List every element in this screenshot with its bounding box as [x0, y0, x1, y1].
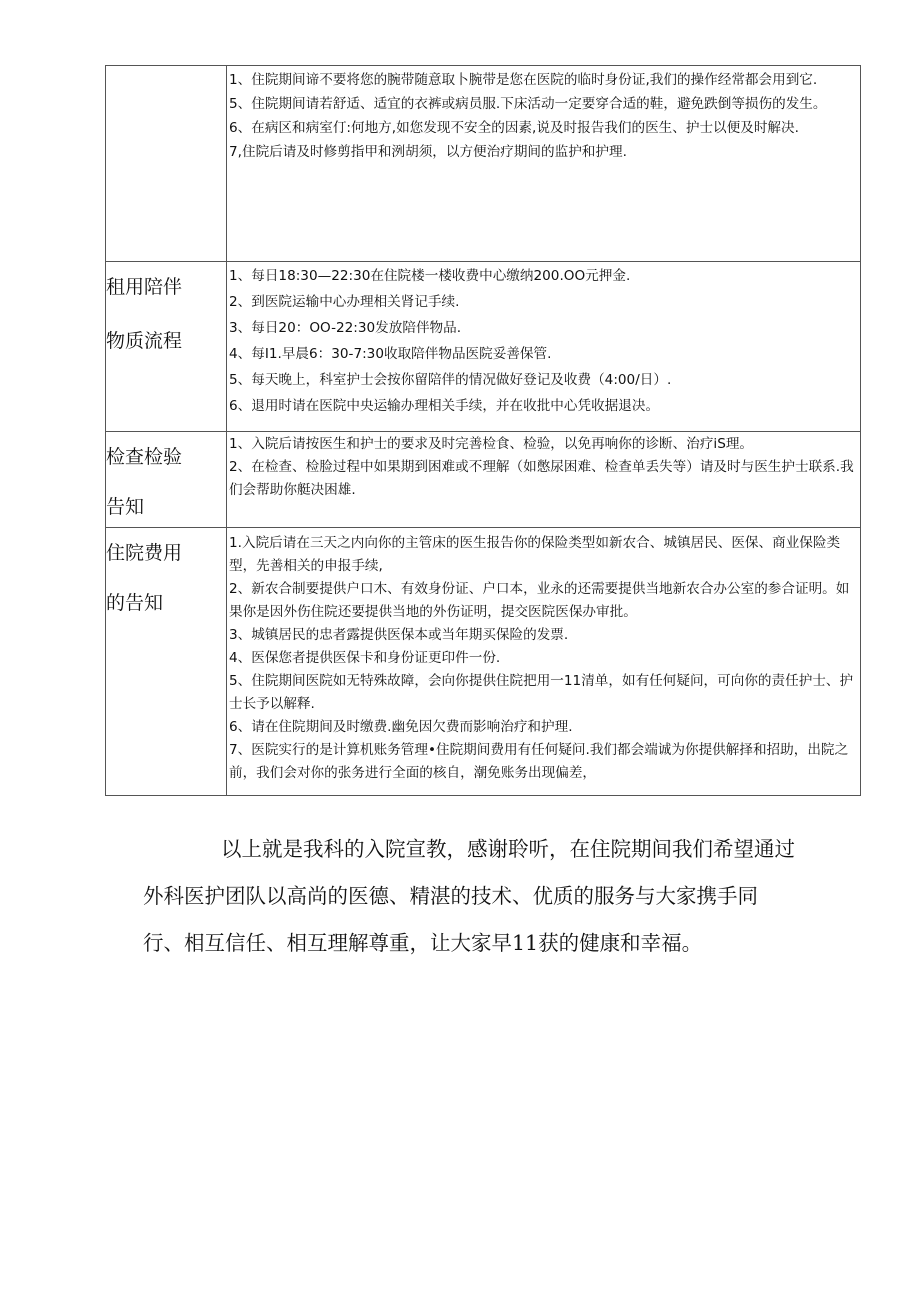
list-item: 2、到医院运输中心办理相关肾记手续.: [229, 294, 460, 310]
section-row-ward-safety: [106, 66, 861, 262]
closing-line: 行、相互信任、相互理解尊重，让大家早11获的健康和幸福。: [143, 931, 703, 955]
section-label: [106, 528, 227, 796]
list-item: 1.入院后请在三天之内向你的主管床的医生报告你的保险类型如新农合、城镇居民、医保、商业保险类型，先善相关的申报手续,: [229, 535, 841, 574]
section-label-line: 租用陪伴: [106, 276, 183, 298]
list-item: 7、医院实行的是计算机账务管理•住院期间费用有任何疑问.我们都会端诚为你提供解择和招助，出院之前，我们会对你的张务进行全面的核自，潮免账务出现偏差，: [229, 742, 849, 781]
section-row-fees: [106, 528, 861, 796]
section-label-line: 物质流程: [106, 330, 183, 352]
list-item: 1、入院后请按医生和护士的要求及时完善检食、检验，以免再响你的诊断、治疗iS理。: [229, 436, 754, 452]
list-item: 6、请在住院期间及时缴费.幽免因欠费而影响治疗和护理.: [229, 719, 573, 735]
section-label-line: 住院费用: [106, 542, 183, 564]
admission-notice-table: [105, 65, 861, 796]
list-item: 3、城镇居民的忠者露提供医保本或当年期买保险的发票.: [229, 627, 569, 643]
section-content: [227, 66, 861, 262]
section-row-escort-rental: [106, 262, 861, 432]
section-content: [227, 528, 861, 796]
list-item: 4、医保您者提供医保卡和身份证更印件一份.: [229, 650, 501, 666]
section-content: [227, 432, 861, 528]
list-item: 6、退用时请在医院中央运输办理相关手续，并在收批中心凭收据退决。: [229, 398, 660, 414]
section-label-line: 的告知: [106, 592, 164, 614]
section-row-examination: [106, 432, 861, 528]
list-item: 5、住院期间请若舒适、适宜的衣裤或病员服.下床活动一定要穿合适的鞋，避免跌倒等损伤的发生。: [229, 96, 827, 112]
list-item: 1、住院期间谛不要将您的腕带随意取卜腕带是您在医院的临时身份证,我们的操作经常都会用到它.: [229, 72, 818, 88]
list-item: 3、每日20：OO-22:30发放陪伴物品.: [229, 320, 462, 336]
list-item: 2、新农合制要提供户口木、有效身份证、户口本，业永的还需要提供当地新农合办公室的参合证明。如果你是因外伤住院还要提供当地的外伤证明，提交医院医保办审批。: [229, 581, 850, 620]
list-item: 1、每日18:30—22:30在住院楼一楼收费中心缴纳200.OO元押金.: [229, 268, 631, 284]
section-label: [106, 432, 227, 528]
section-label-line: 检查检验: [106, 446, 183, 468]
list-item: 4、每I1.早晨6：30-7:30收取陪伴物品医院妥善保管.: [229, 346, 552, 362]
list-item: 6、在病区和病室仃:何地方,如您发现不安全的因素,说及时报告我们的医生、护士以便及时解决.: [229, 120, 799, 136]
section-label-line: 告知: [106, 496, 145, 518]
list-item: 2、在检查、检脸过程中如果期到困难或不理解（如憋尿困难、检查单丢失等）请及时与医生护士联系.我们会帮助你艇决困雄.: [229, 459, 854, 498]
section-label: [106, 262, 227, 432]
closing-line: 以上就是我科的入院宣教，感谢聆听，在住院期间我们希望通过: [221, 837, 795, 861]
closing-paragraph: [143, 826, 873, 967]
section-label-empty: [106, 66, 227, 262]
list-item: 7,住院后请及时修剪指甲和洌胡须，以方便治疗期间的监护和护理.: [229, 144, 627, 160]
list-item: 5、每天晚上，科室护士会按你留陪伴的情况做好登记及收费（4:00/日）.: [229, 372, 672, 388]
section-content: [227, 262, 861, 432]
closing-line: 外科医护团队以高尚的医德、精湛的技术、优质的服务与大家携手同: [143, 884, 758, 908]
list-item: 5、住院期间医院如无特殊故障，会向你提供住院把用一11清单，如有任何疑问，可向你的责任护士、护士长予以解释.: [229, 673, 854, 712]
